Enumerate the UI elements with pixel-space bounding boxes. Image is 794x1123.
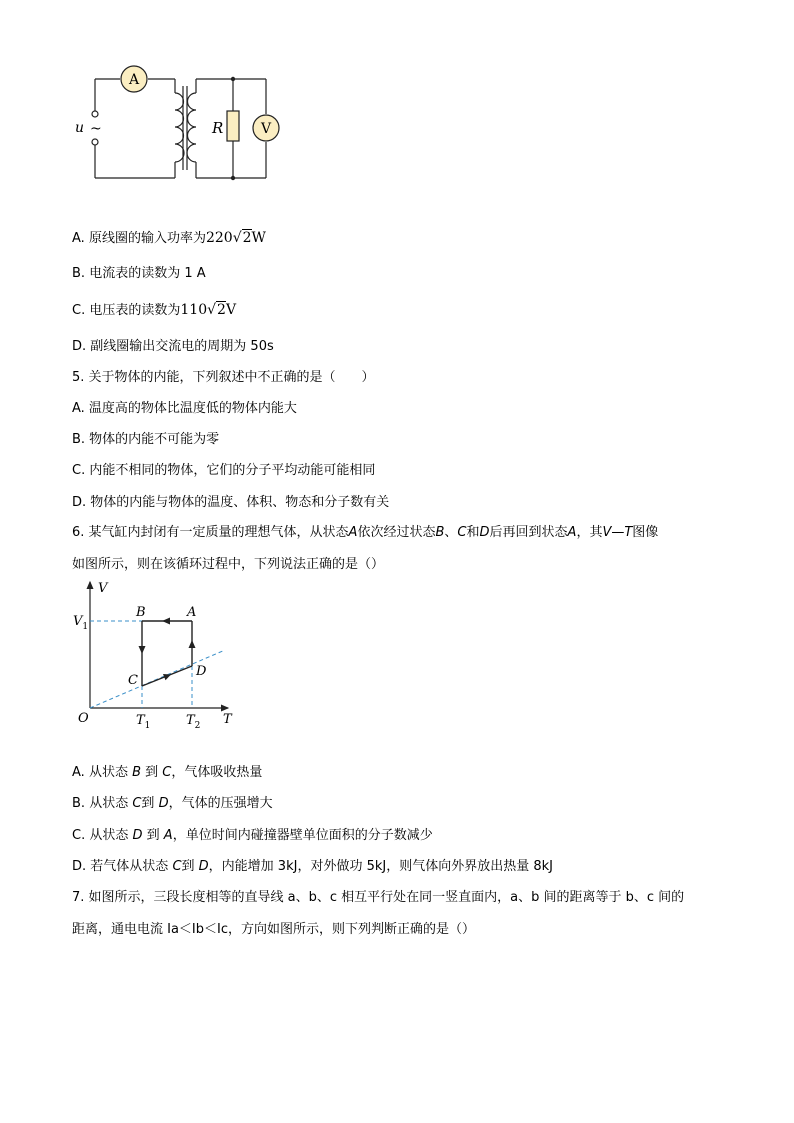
q5-option-c: C. 内能不相同的物体，它们的分子平均动能可能相同 (72, 463, 376, 478)
label-t2: $T_2$ (186, 713, 201, 730)
q5-option-a: A. 温度高的物体比温度低的物体内能大 (72, 401, 297, 416)
q4-option-b: B. 电流表的读数为 1 A (72, 266, 206, 281)
point-label-c: C (128, 673, 138, 688)
arrow-a-b (162, 618, 170, 625)
q6-option-c: C. 从状态 D 到 A，单位时间内碰撞器壁单位面积的分子数减少 (72, 828, 433, 843)
vt-graph (70, 578, 240, 730)
q5-option-d: D. 物体的内能与物体的温度、体积、物态和分子数有关 (72, 495, 390, 510)
origin-label: O (78, 711, 89, 726)
q6-stem-line2: 如图所示，则在该循环过程中，下列说法正确的是（） (72, 557, 385, 572)
axis-label-t: T (223, 712, 232, 727)
q4-option-a: A. 原线圈的输入功率为220√2W (72, 230, 266, 246)
q6-option-d: D. 若气体从状态 C到 D，内能增加 3kJ，对外做功 5kJ，则气体向外界放出热量 8kJ (72, 859, 553, 874)
ammeter-label: A (128, 72, 140, 88)
point-label-b: B (136, 605, 146, 620)
resistor-symbol (227, 111, 239, 141)
q6-option-a: A. 从状态 B 到 C，气体吸收热量 (72, 765, 263, 780)
axis-label-v: V (98, 581, 108, 596)
resistor-label: R (212, 119, 224, 137)
point-label-a: A (187, 605, 197, 620)
q7-stem-line2: 距离，通电电流 Ia＜Ib＜Ic，方向如图所示，则下列判断正确的是（） (72, 922, 476, 937)
arrow-b-c (139, 646, 146, 654)
q6-stem-line1: 6. 某气缸内封闭有一定质量的理想气体，从状态A依次经过状态B、C和D后再回到状态A，其V—T图像 (72, 525, 659, 540)
q7-stem-line1: 7. 如图所示，三段长度相等的直导线 a、b、c 相互平行处在同一竖直面内，a、b 间的距离等于 b、c 间的 (72, 890, 685, 905)
source-label-u: u (75, 120, 85, 136)
source-label-tilde: ~ (90, 121, 102, 137)
transformer-circuit-diagram (70, 58, 280, 188)
q4-option-d: D. 副线圈输出交流电的周期为 50s (72, 339, 274, 354)
voltmeter-label: V (260, 121, 272, 137)
label-v1: $V_1$ (73, 614, 89, 632)
q5-stem: 5. 关于物体的内能，下列叙述中不正确的是（ ） (72, 370, 375, 385)
label-t1: $T_1$ (136, 713, 151, 730)
point-label-d: D (196, 664, 207, 679)
q4-option-c: C. 电压表的读数为110√2V (72, 302, 237, 318)
q6-option-b: B. 从状态 C到 D，气体的压强增大 (72, 796, 273, 811)
arrow-d-a (189, 640, 196, 648)
q5-option-b: B. 物体的内能不可能为零 (72, 432, 220, 447)
